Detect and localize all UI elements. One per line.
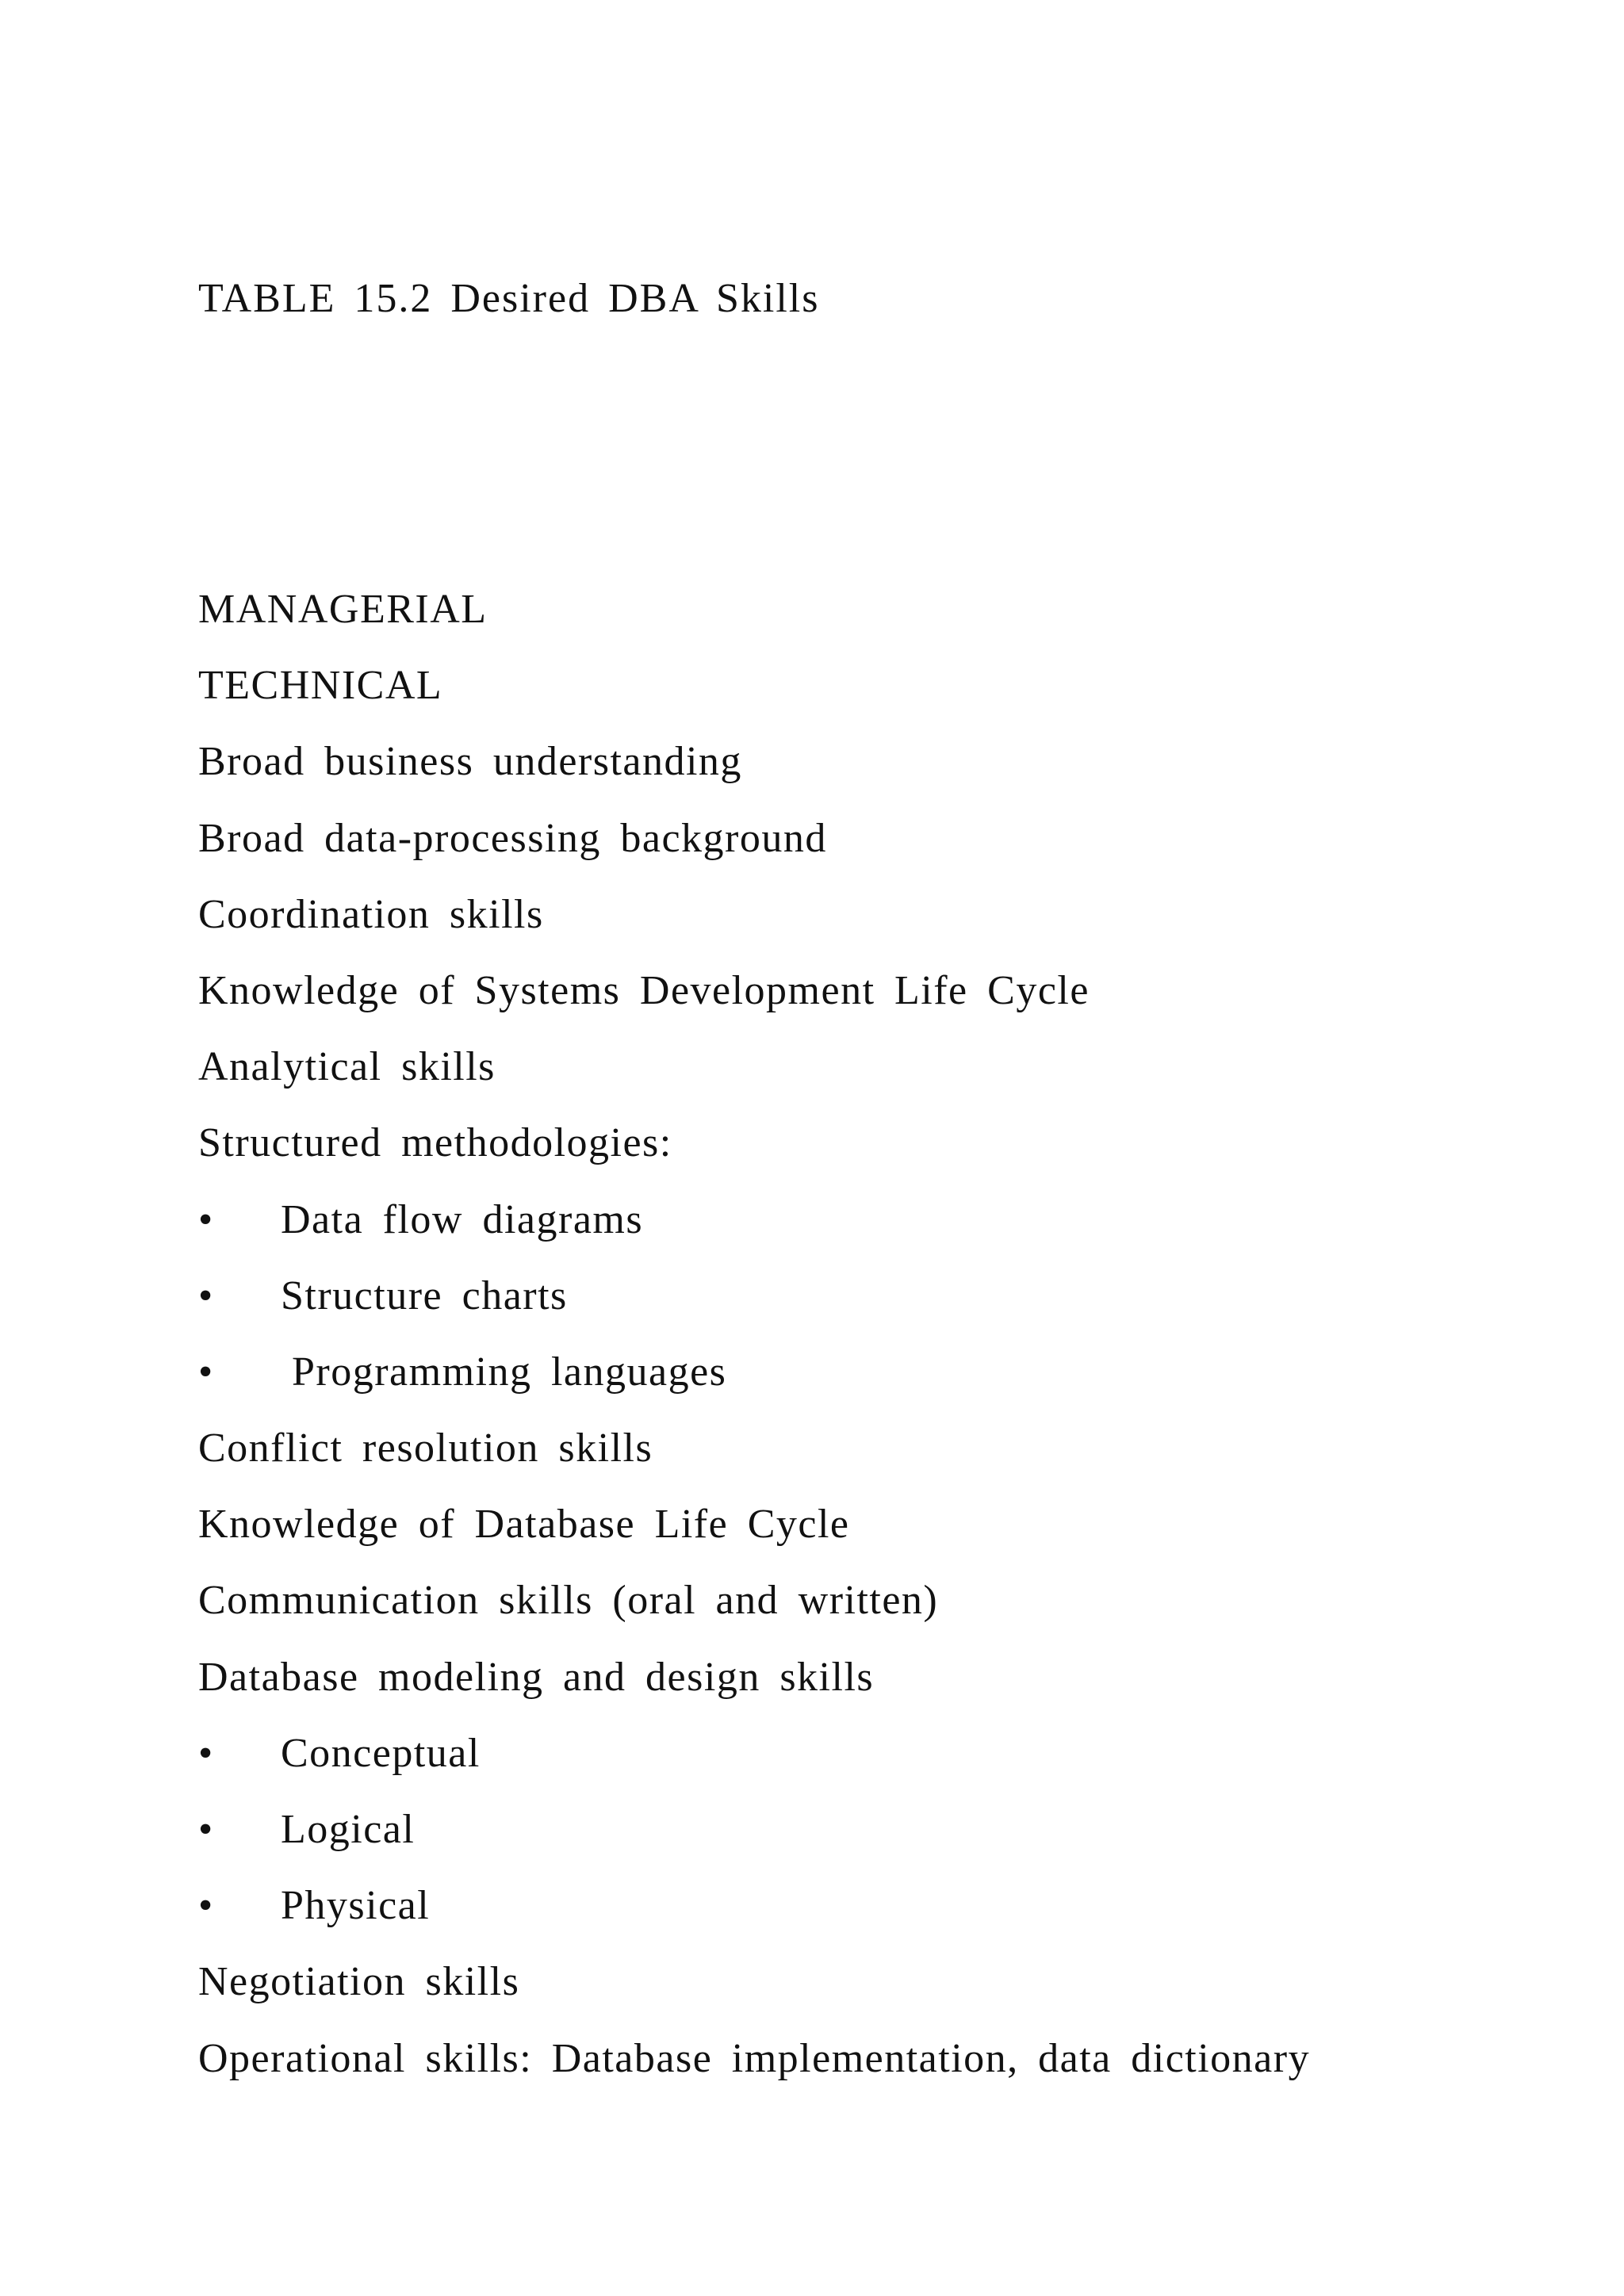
table-title: TABLE 15.2 Desired DBA Skills (198, 276, 820, 321)
list-item (198, 1495, 1594, 1571)
list-item (198, 1038, 1594, 1114)
list-item (198, 1419, 1594, 1495)
bullet-icon: • (198, 1196, 214, 1242)
line-text: TECHNICAL (198, 663, 443, 709)
bullet-item (198, 1267, 1594, 1343)
list-item (198, 886, 1594, 962)
line-text: Negotiation skills (198, 1959, 520, 2005)
bullet-icon: • (198, 1349, 214, 1395)
line-text: Coordination skills (198, 891, 544, 937)
list-item (198, 1571, 1594, 1647)
bullet-item (198, 1343, 1594, 1419)
skills-list (198, 580, 1594, 2106)
list-item (198, 962, 1594, 1038)
list-item (198, 580, 1594, 656)
line-text: Knowledge of Database Life Cycle (198, 1502, 850, 1548)
bullet-text: Logical (281, 1807, 416, 1852)
bullet-item (198, 1877, 1594, 1953)
line-text: MANAGERIAL (198, 587, 488, 632)
list-item (198, 733, 1594, 809)
bullet-item (198, 1800, 1594, 1877)
list-item (198, 1648, 1594, 1724)
list-item (198, 1114, 1594, 1190)
bullet-item (198, 1724, 1594, 1800)
list-item (198, 656, 1594, 733)
bullet-icon: • (198, 1807, 214, 1852)
list-item (198, 2030, 1594, 2106)
line-text: Broad data-processing background (198, 815, 827, 861)
bullet-text: Programming languages (292, 1349, 727, 1395)
line-text: Conflict resolution skills (198, 1425, 653, 1471)
bullet-icon: • (198, 1883, 214, 1929)
bullet-icon: • (198, 1272, 214, 1318)
bullet-text: Structure charts (281, 1272, 568, 1318)
list-item (198, 1953, 1594, 2029)
line-text: Broad business understanding (198, 739, 742, 785)
bullet-item (198, 1191, 1594, 1267)
bullet-icon: • (198, 1730, 214, 1776)
line-text: Knowledge of Systems Development Life Cycle (198, 967, 1090, 1013)
line-text: Analytical skills (198, 1044, 496, 1090)
line-text: Communication skills (oral and written) (198, 1578, 939, 1624)
line-text: Structured methodologies: (198, 1120, 672, 1166)
line-text: Database modeling and design skills (198, 1654, 875, 1700)
list-item (198, 809, 1594, 886)
bullet-text: Conceptual (281, 1730, 481, 1776)
bullet-text: Data flow diagrams (281, 1196, 644, 1242)
line-text: Operational skills: Database implementation, data dictionary (198, 2035, 1311, 2081)
bullet-text: Physical (281, 1883, 431, 1929)
